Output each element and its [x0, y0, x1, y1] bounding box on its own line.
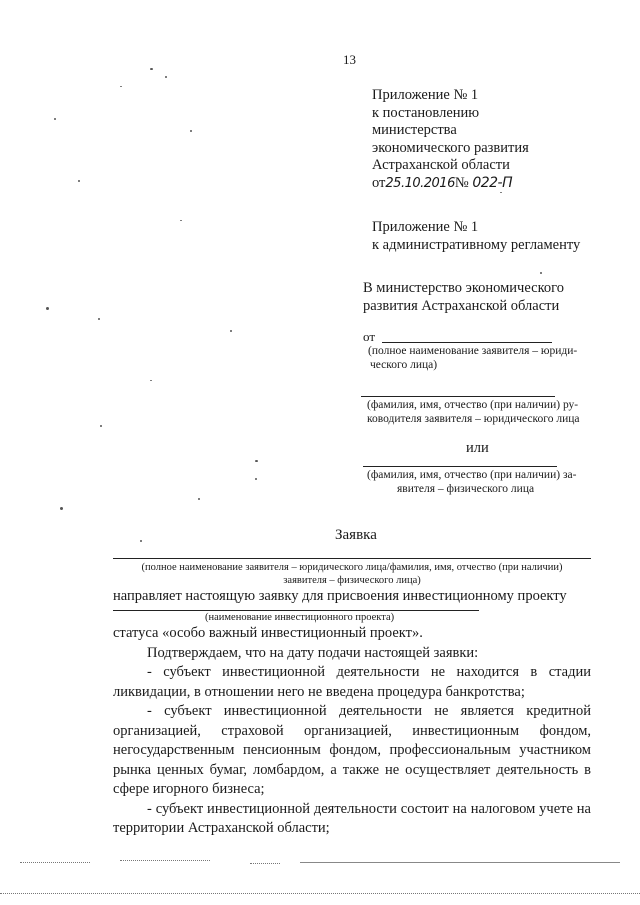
appendix-decree-line: экономического развития — [372, 139, 529, 156]
applicant-hint — [113, 561, 591, 587]
hint-line: заявителя – физического лица) — [283, 575, 421, 586]
condition-item: - субъект инвестиционной деятельности не является кредитной организацией, страховой организацией, инвестиционным фондом, негосударственным пенсионным фондом, профессиональным участником рынка ценных бумаг, ломбардом, а также не осуществляет деятельность в сфере игорного бизнеса; — [113, 703, 591, 797]
addressee-block — [363, 280, 564, 315]
or-label: или — [466, 440, 489, 456]
appendix-decree-line: министерства — [372, 122, 457, 138]
confirm-line: Подтверждаем, что на дату подачи настоящей заявки: — [147, 644, 479, 661]
hint-line: (полное наименование заявителя – юриди- — [368, 345, 578, 357]
page-number: 13 — [343, 52, 356, 67]
hint-line: ческого лица) — [370, 358, 438, 371]
project-name-line — [113, 610, 479, 611]
appendix-regulation-block — [372, 219, 580, 254]
appendix-decree-line: Астраханской области — [372, 157, 510, 173]
legal-name-hint — [368, 345, 577, 372]
handwritten-date: 25.10.2016 — [385, 175, 455, 191]
condition-item: - субъект инвестиционной деятельности не находится в стадии ликвидации, в отношении него не введена процедура банкротства; — [113, 664, 591, 700]
document-title: Заявка — [335, 527, 377, 543]
individual-hint — [367, 469, 576, 496]
hint-line: (полное наименование заявителя – юридического лица/фамилия, имя, отчество (при наличии) — [141, 562, 563, 573]
appendix-decree-line: к постановлению — [372, 104, 480, 121]
head-name-hint — [367, 399, 579, 426]
hint-line: ководителя заявителя – юридического лица — [367, 412, 580, 425]
hint-line: (фамилия, имя, отчество (при наличии) ру- — [367, 399, 579, 411]
hint-line: явителя – физического лица — [397, 482, 535, 495]
applicant-full-name-line — [113, 558, 591, 559]
project-hint: (наименование инвестиционного проекта) — [205, 612, 395, 623]
applicant-name-line — [382, 342, 552, 343]
appendix-decree-line: Приложение № 1 — [372, 87, 479, 103]
decree-date-line — [372, 175, 529, 193]
appendix-regulation-line: к административному регламенту — [372, 236, 581, 253]
handwritten-number: 022-П — [472, 174, 513, 191]
appendix-regulation-line: Приложение № 1 — [372, 219, 479, 235]
hint-line: (фамилия, имя, отчество (при наличии) за- — [367, 469, 577, 481]
addressee-line: В министерство экономического — [363, 280, 564, 296]
date-prefix: от — [372, 174, 386, 191]
number-prefix: № — [454, 174, 469, 191]
addressee-line: развития Астраханской области — [363, 297, 560, 314]
body-text — [113, 624, 591, 839]
status-line: статуса «особо важный инвестиционный проект». — [113, 625, 423, 641]
request-line: направляет настоящую заявку для присвоения инвестиционному проекту — [113, 588, 567, 604]
individual-name-line — [363, 466, 557, 467]
condition-item: - субъект инвестиционной деятельности состоит на налоговом учете на территории Астраханской области; — [113, 800, 591, 836]
from-label: от — [363, 329, 376, 344]
head-name-line — [361, 396, 555, 397]
appendix-decree-block — [372, 87, 529, 192]
